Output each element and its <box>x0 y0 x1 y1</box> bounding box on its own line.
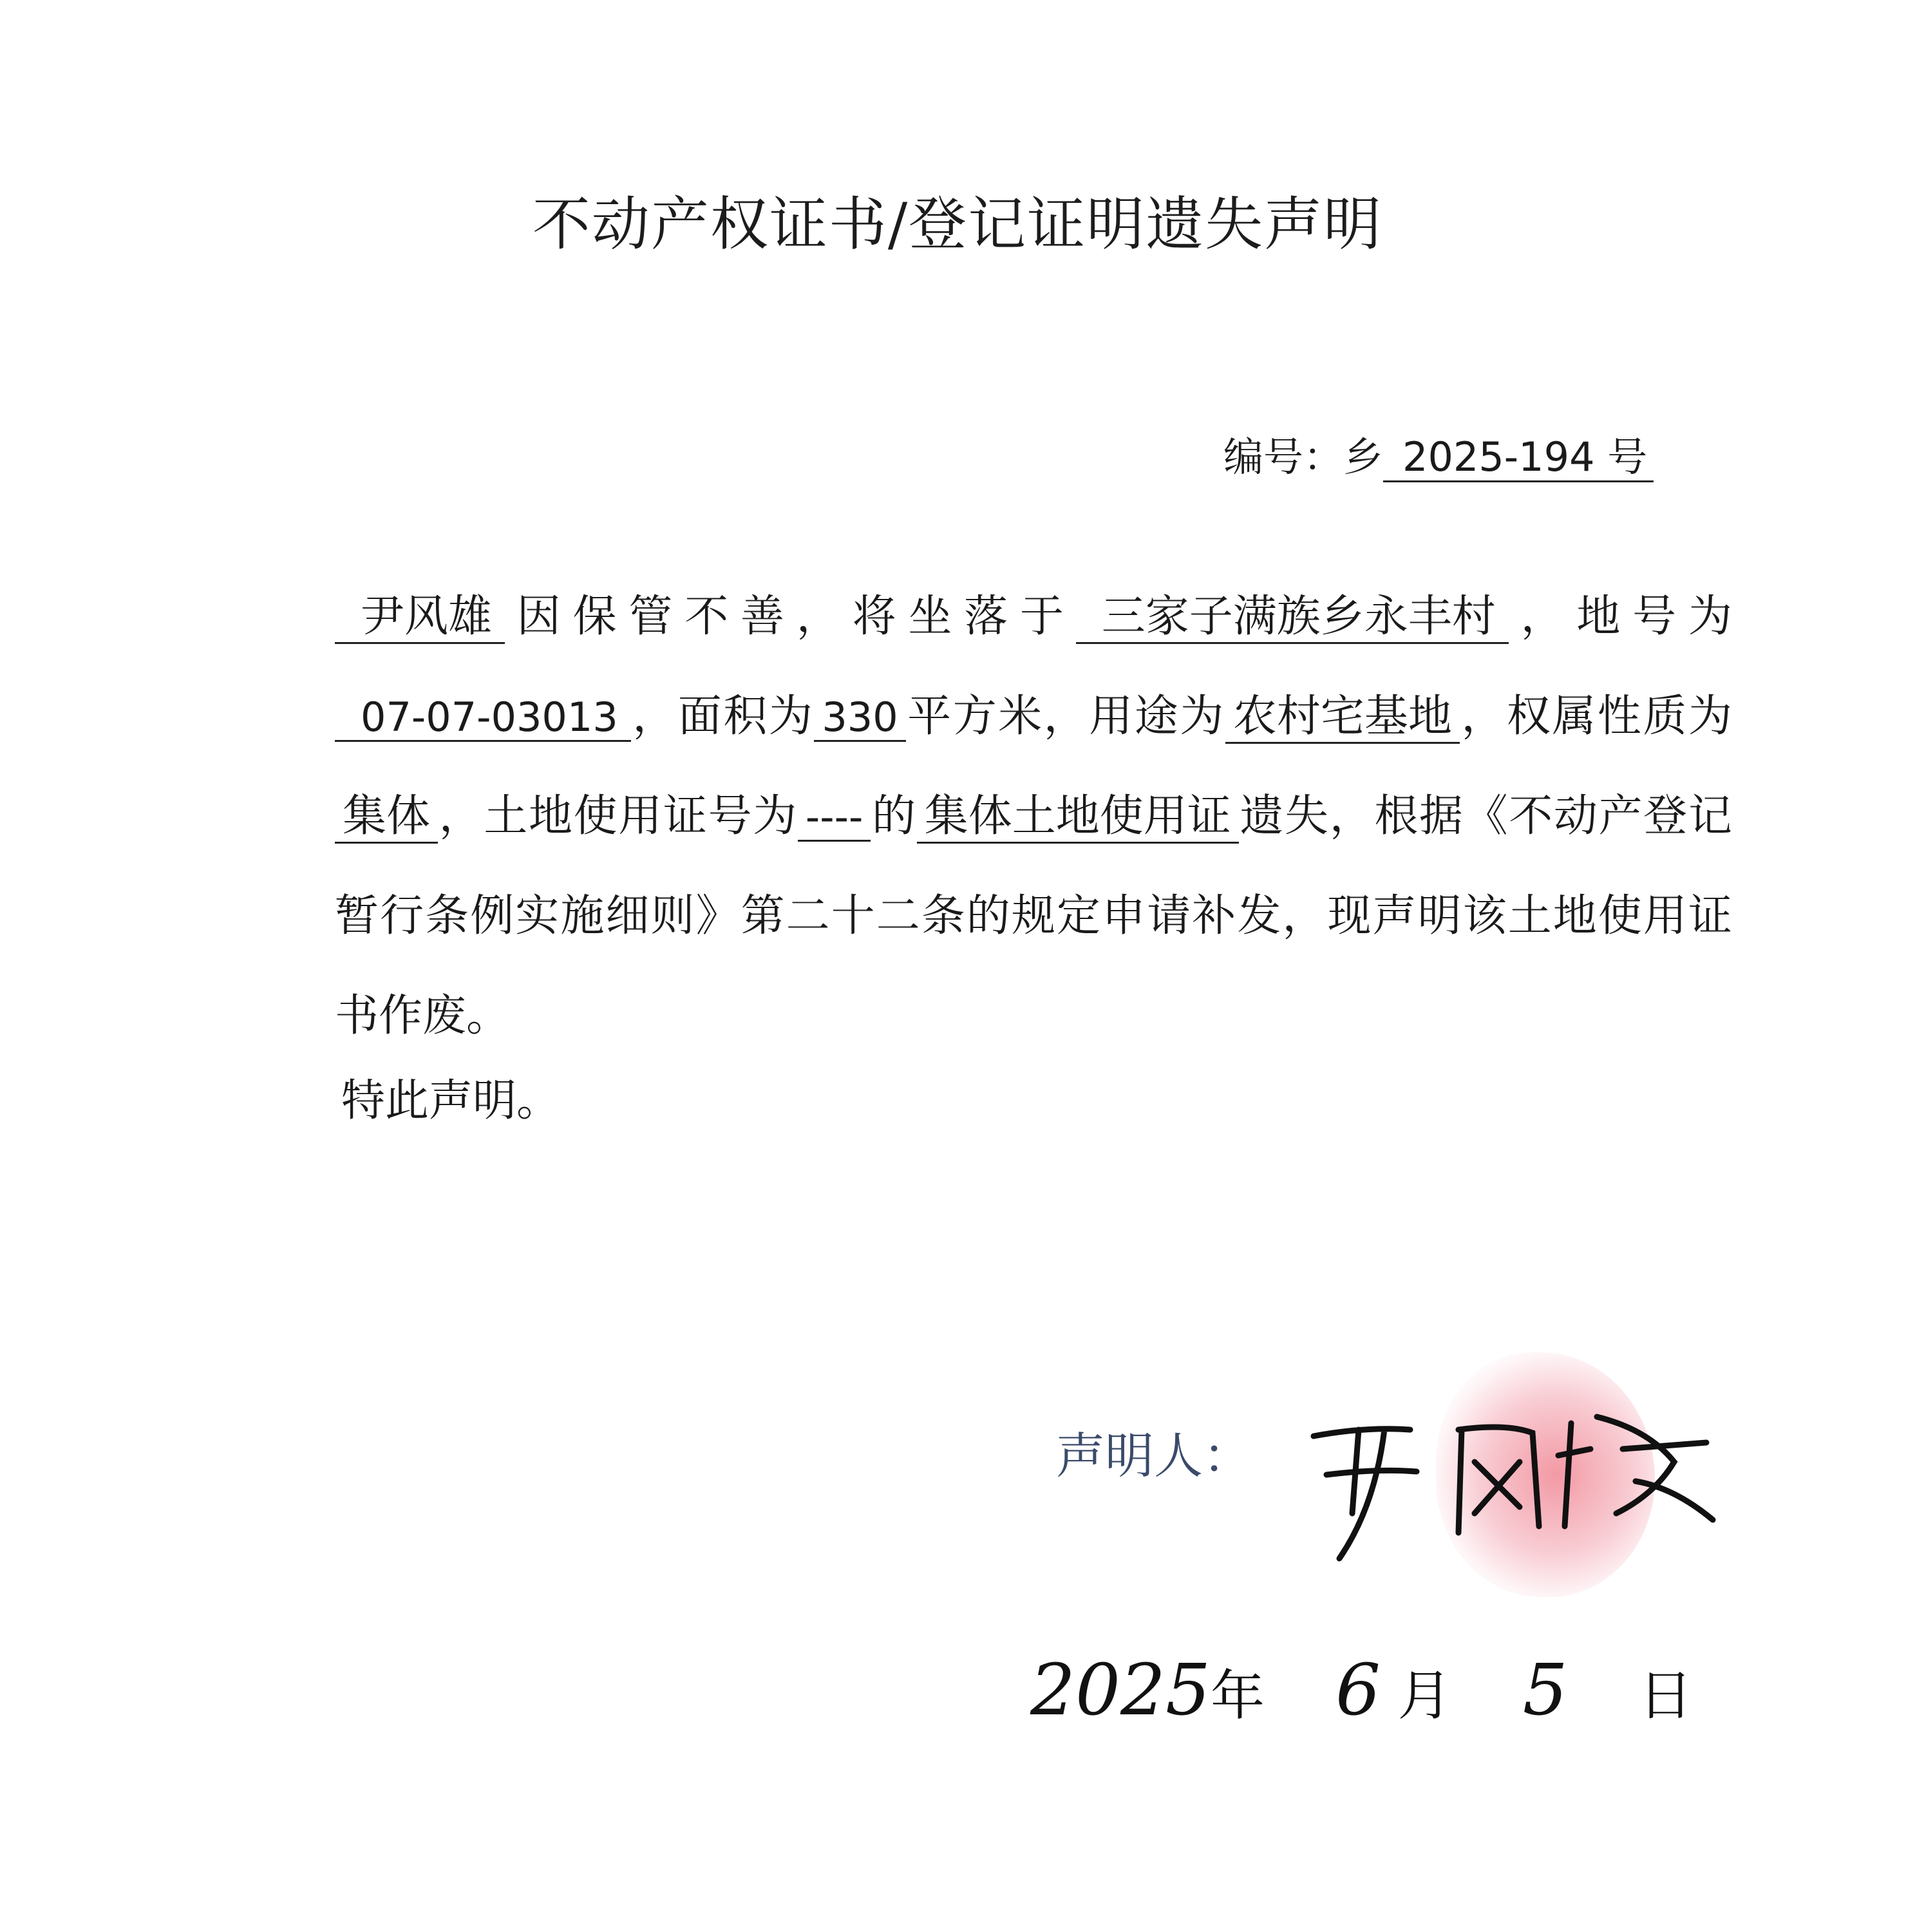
number-underline <box>1383 435 1654 482</box>
date-day: 5 <box>1522 1649 1568 1731</box>
signature-stroke <box>1314 1429 1417 1558</box>
usage-field: 农村宅基地 <box>1225 692 1460 744</box>
area-value: 330 <box>814 694 905 742</box>
document-title: 不动产权证书/登记证明遗失声明 <box>532 191 1383 258</box>
declarant-label: 声明人： <box>1056 1427 1252 1484</box>
body-text: 的 <box>871 791 917 842</box>
certificate-type: 集体土地使用证 <box>917 791 1239 844</box>
declaration-body <box>245 567 1732 1066</box>
certificate-number: ---- <box>798 794 871 842</box>
handwritten-signature <box>1288 1365 1739 1571</box>
ownership-field: 集体 <box>335 791 438 844</box>
date-year: 2025 <box>1030 1649 1211 1731</box>
day-unit: 日 <box>1638 1664 1693 1727</box>
year-unit: 年 <box>1210 1664 1265 1727</box>
signature-stroke <box>1458 1427 1539 1533</box>
body-text: 遗失，根据《不动产登记暂行条例实施细则》第二十二条的规定申请补发，现声明该土地使用证书作废。 <box>335 791 1732 1041</box>
number-suffix: 号 <box>1607 433 1648 480</box>
body-text: ，权属性质为 <box>1459 691 1732 742</box>
body-paragraph <box>245 567 1732 1066</box>
body-text: 因保管不善，将坐落于 <box>505 591 1076 642</box>
body-text: 平方米，用途为 <box>905 691 1225 742</box>
closing-statement: 特此声明。 <box>341 1075 561 1126</box>
body-text: ，土地使用证号为 <box>438 791 798 842</box>
body-text: ，地号为 <box>1508 591 1732 642</box>
body-text: ，面积为 <box>630 691 815 742</box>
parcel-number: 07-07-03013 <box>335 694 631 742</box>
signature-stroke <box>1558 1417 1713 1526</box>
document-number <box>1223 425 1654 482</box>
number-label: 编号：乡 <box>1223 433 1384 480</box>
number-value: 2025-194 <box>1402 433 1595 480</box>
location-field: 三家子满族乡永丰村 <box>1076 592 1509 644</box>
date-month: 6 <box>1335 1649 1381 1731</box>
owner-name: 尹风雄 <box>335 592 505 644</box>
date-line <box>1030 1649 1693 1731</box>
month-unit: 月 <box>1397 1664 1452 1727</box>
